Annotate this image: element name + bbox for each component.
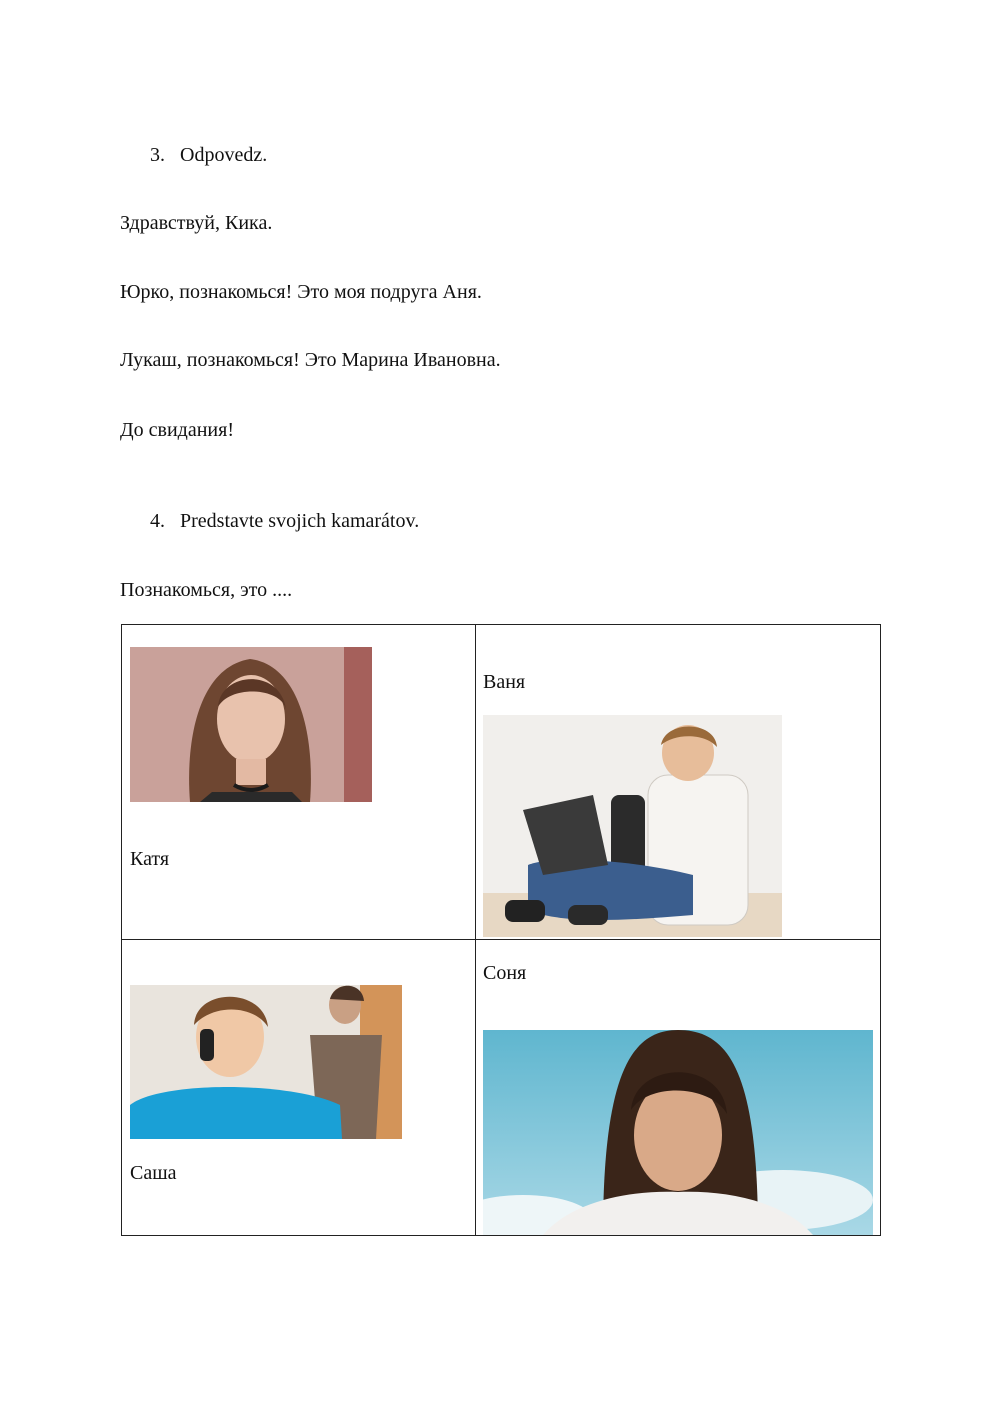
table-divider (475, 625, 476, 1235)
dialogue-line: Лукаш, познакомься! Это Марина Ивановна. (120, 349, 501, 371)
boy-on-phone-photo (130, 985, 402, 1139)
table-divider (122, 939, 880, 940)
friends-table (121, 624, 881, 1236)
section-4-title: Predstavte svojich kamarátov. (180, 510, 420, 532)
section-4-number: 4. (150, 510, 165, 532)
section-4-intro: Познакомься, это .... (120, 579, 293, 601)
section-4-heading (150, 509, 419, 533)
friend-name-sasha: Саша (130, 1162, 177, 1184)
section-3-number: 3. (150, 144, 165, 166)
friend-name-katya: Катя (130, 848, 170, 870)
friend-name-vanya: Ваня (483, 671, 526, 693)
dialogue-line: До свидания! (120, 419, 234, 441)
girl-portrait-photo (130, 647, 372, 802)
friend-name-sonya: Соня (483, 962, 527, 984)
section-3-title: Odpovedz. (180, 144, 268, 166)
girl-with-braids-photo (483, 1030, 873, 1235)
dialogue-line: Здравствуй, Кика. (120, 212, 273, 234)
section-3-heading (150, 143, 267, 167)
dialogue-line: Юрко, познакомься! Это моя подруга Аня. (120, 281, 482, 303)
boy-with-laptop-photo (483, 715, 782, 937)
